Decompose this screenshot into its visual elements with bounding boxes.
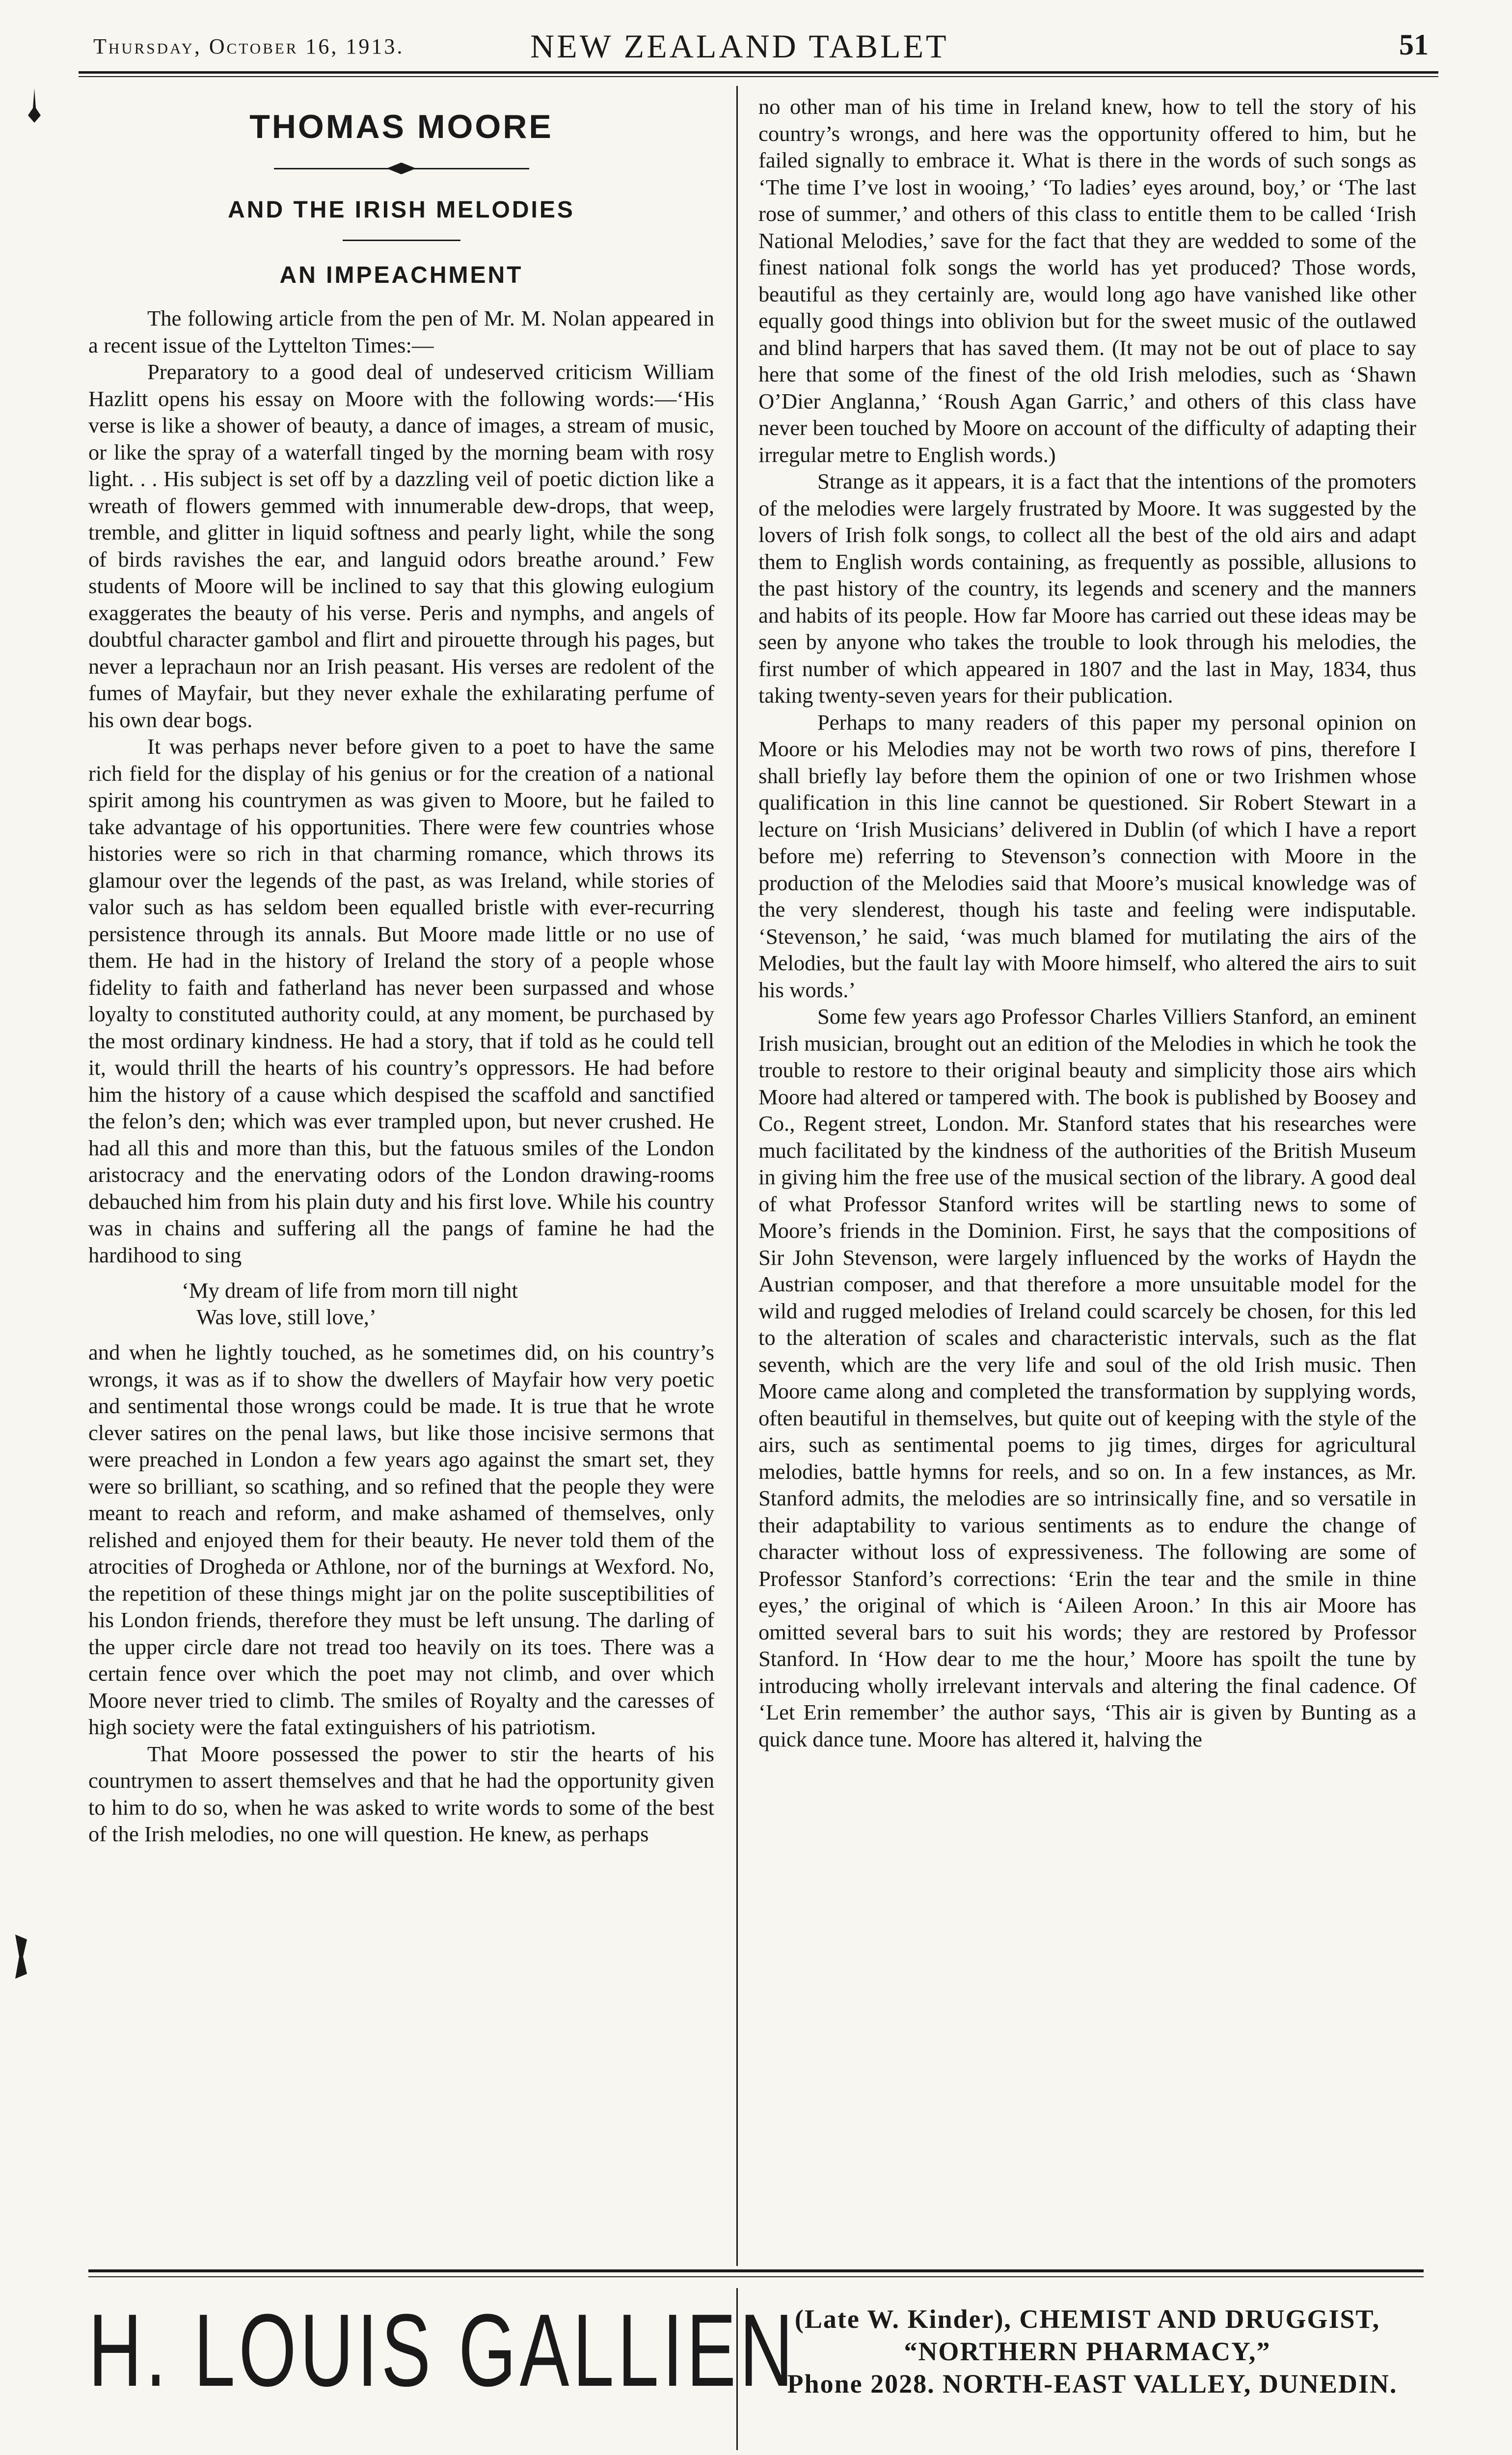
ornamental-rule [274,161,529,176]
page-header [64,22,1438,76]
footer-rule-thin [88,2276,1424,2277]
paragraph: and when he lightly touched, as he sometimes did, on his country’s wrongs, it was as if to show the dwellers of Mayfair how very poetic and sentimental those wrongs could be made. It is true that he wrote clever satires on the penal laws, but like those incisive sermons that were preached in London a few years ago against the smart set, they were so brilliant, so scathing, and so refined that the people they were meant to reach and reform, and make ashamed of themselves, only relished and enjoyed them for their beauty. He never told them of the atrocities of Drogheda or Athlone, nor of the burnings at Wexford. No, the repetition of these things might jar on the polite susceptibilities of his London friends, therefore they must be left unsung. The darling of the upper circle dare not tread too heavily on its toes. There was a certain fence over which the poet may not climb, and over which Moore never tried to climb. The smiles of Royalty and the caresses of high society were the fatal extinguishers of his patriotism. [88,1340,714,1739]
header-rule-thin [79,76,1438,77]
paragraph: That Moore possessed the power to stir the hearts of his countrymen to assert themselves and that he had the opportunity given to him to do so, when he was asked to write words to some of the best of the Irish melodies, no one will question. He knew, as perhaps [88,1741,714,1846]
advertiser-name: H. LOUIS GALLIEN [88,2292,797,2408]
article-intro: The following article from the pen of Mr. M. Nolan appeared in a recent issue of the Lyttelton Times:— [88,306,714,357]
page-number: 51 [1399,28,1429,61]
ad-line: “NORTHERN PHARMACY,” [904,2337,1271,2366]
paragraph: It was perhaps never before given to a poet to have the same rich field for the display of his genius or for the creation of a national spirit among his countrymen as was given to Moore, but he failed to take advantage of his opportunities. There were few countries whose histories were so rich in that charming romance, which throws its glamour over the legends of the past, as was Ireland, while stories of valor such as has seldom been equalled bristle with ever-recurring persistence through its annals. But Moore made little or no use of them. He had in the history of Ireland the story of a people whose fidelity to faith and fatherland has never been surpassed and whose loyalty to constituted authority could, at any moment, be purchased by the most ordinary kindness. He had a story, that if told as he could tell it, would thrill the hearts of his country’s oppressors. He had before him the history of a cause which despised the scaffold and sanctified the felon’s den; which was ever trampled upon, but never crushed. He had all this and more than this, but the fatuous smiles of the London aristocracy and the enervating odors of the London drawing-rooms debauched him from his plain duty and his first love. While his country was in chains and suffering all the pangs of famine he had the hardihood to sing [88,734,714,1267]
advertisement-details [758,2303,1416,2400]
column-divider [736,86,738,2266]
paragraph: Perhaps to many readers of this paper my personal opinion on Moore or his Melodies may not be worth two rows of pins, therefore I shall briefly lay before them the opinion of one or two Irishmen whose qualification in this line cannot be questioned. Sir Robert Stewart in a lecture on ‘Irish Musicians’ delivered in Dublin (of which I have a report before me) referring to Stevenson’s connection with Moore in the production of the Melodies said that Moore’s musical knowledge was of the very slenderest, though his taste and feeling were indisputable. ‘Stevenson,’ he said, ‘was much blamed for mutilating the airs of the Melodies, but the fault lay with Moore himself, who altered the airs to suit his words.’ [758,709,1416,1002]
pointing-hand-icon [27,88,42,123]
ad-divider [736,2288,738,2450]
paragraph: Preparatory to a good deal of undeserved criticism William Hazlitt opens his essay on Moore with the following words:—‘His verse is like a shower of beauty, a dance of images, a stream of music, or like the spray of a waterfall tinged by the morning beam with rosy light. . . His subject is set off by a dazzling veil of poetic diction like a wreath of flowers gemmed with innumerable dew-drops, that weep, tremble, and glitter in liquid softness and pearly light, while the song of birds ravishes the ear, and languid odors breathe around.’ Few students of Moore will be inclined to say that this glowing eulogium exaggerates the beauty of his verse. Peris and nymphs, and angels of doubtful character gambol and flirt and pirouette through his pages, but never a leprachaun nor an Irish peasant. His verses are redolent of the fumes of Mayfair, but they never exhale the exhilarating perfume of his own dear bogs. [88,359,714,732]
footer-rule [88,2269,1424,2272]
margin-mark-icon [12,1935,30,1979]
right-column [758,93,1416,1752]
poem-line: ‘My dream of life from morn till night [182,1278,518,1303]
paragraph: no other man of his time in Ireland knew, how to tell the story of his country’s wrongs, and here was the opportunity offered to him, but he failed signally to embrace it. What is there in the words of such songs as ‘The time I’ve lost in wooing,’ ‘To ladies’ eyes around, boy,’ or ‘The last rose of summer,’ and others of this class to entitle them to be called ‘Irish National Melodies,’ save for the fact that they are wedded to some of the finest national folk songs the world has yet produced? Those words, beautiful as they certainly are, would long ago have vanished like other equally good things into oblivion but for the sweet music of the outlawed and blind harpers that has saved them. (It may not be out of place to say here that some of the finest of the old Irish melodies, such as ‘Shawn O’Dier Anglanna,’ ‘Roush Agan Garric,’ and others of this class have never been touched by Moore on account of the difficulty of adapting their irregular metre to English words.) [758,94,1416,467]
issue-date: Thursday, October 16, 1913. [93,34,405,58]
paragraph: Strange as it appears, it is a fact that the intentions of the promoters of the melodies were largely frustrated by Moore. It was suggested by the lovers of Irish folk songs, to collect all the best of the old airs and adapt them to English words containing, as frequently as possible, allusions to the past history of the country, its legends and scenery and the manners and habits of its people. How far Moore has carried out these ideas may be seen by anyone who takes the trouble to look through his melodies, the first number of which appeared in 1807 and the last in May, 1834, thus taking twenty-seven years for their publication. [758,469,1416,708]
poem-quote [88,1277,714,1330]
poem-line: Was love, still love,’ [196,1305,377,1329]
header-rule [79,71,1438,74]
publication-title: NEW ZEALAND TABLET [530,27,949,65]
article-subtitle: AND THE IRISH MELODIES [228,197,575,223]
ad-line: (Late W. Kinder), CHEMIST AND DRUGGIST, [794,2304,1380,2334]
left-column [88,93,714,1848]
paragraph: Some few years ago Professor Charles Villiers Stanford, an eminent Irish musician, brought out an edition of the Melodies in which he took the trouble to restore to their original beauty and simplicity those airs which Moore had altered or tampered with. The book is published by Boosey and Co., Regent street, London. Mr. Stanford states that his researches were much facilitated by the kindness of the authorities of the British Museum in giving him the free use of the musical section of the library. A good deal of what Professor Stanford writes will be startling news to some of Moore’s friends in the Dominion. First, he says that the compositions of Sir John Stevenson, were largely influenced by the works of Haydn the Austrian composer, and that therefore a more unsuitable model for the wild and rugged melodies of Ireland could scarcely be chosen, for this led to the alteration of scales and characteristic intervals, such as the flat seventh, which are the very life and soul of the old Irish music. Then Moore came along and completed the transformation by supplying words, often beautiful in themselves, but quite out of keeping with the style of the airs, such as sentimental poems to jig times, dirges for agricultural melodies, battle hymns for reels, and so on. In a few instances, as Mr. Stanford admits, the melodies are so intrinsically fine, and so versatile in their adaptability to various sentiments as to endure the change of character without loss of expressiveness. The following are some of Professor Stanford’s corrections: ‘Erin the tear and the smile in thine eyes,’ the original of which is ‘Aileen Aroon.’ In this air Moore has omitted several bars to suit his words; they are restored by Professor Stanford. In ‘How dear to me the hour,’ Moore has spoilt the tune by introducing wholly irrelevant intervals and altering the final cadence. Of ‘Let Erin remember’ the author says, ‘This air is given by Bunting as a quick dance tune. Moore has altered it, halving the [758,1004,1416,1751]
article-title: THOMAS MOORE [249,108,553,145]
ad-line: ’Phone 2028. NORTH-EAST VALLEY, DUNEDIN. [777,2369,1398,2399]
short-rule [343,240,460,241]
article-section: AN IMPEACHMENT [279,262,523,288]
